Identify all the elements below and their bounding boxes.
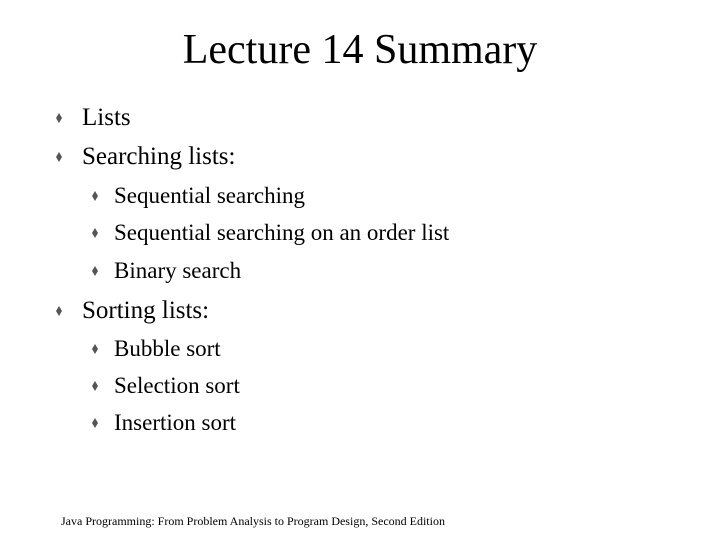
bullet-item-insertion-sort [92,408,236,438]
bullet-item-searching-lists [56,142,235,172]
bullet-text: Sorting lists: [82,297,210,324]
bullet-text: Binary search [114,258,242,283]
diamond-bullet-icon [92,344,98,354]
bullet-item-selection-sort [92,371,240,401]
bullet-text: Searching lists: [82,143,236,170]
slide-footer: Java Programming: From Problem Analysis to Program Design, Second Edition [61,514,445,528]
slide-title: Lecture 14 Summary [182,27,538,73]
diamond-bullet-icon [92,191,98,201]
diamond-bullet-icon [92,381,98,391]
diamond-bullet-icon [92,228,98,238]
bullet-text: Selection sort [114,373,240,398]
bullet-item-sorting-lists [56,296,209,326]
bullet-text: Bubble sort [114,336,221,361]
bullet-text: Sequential searching on an order list [114,220,450,245]
bullet-item-binary-search [92,256,241,286]
bullet-item-sequential-searching-ordered [92,218,449,248]
bullet-text: Sequential searching [114,183,305,208]
bullet-text: Insertion sort [114,410,237,435]
bullet-item-lists [56,103,131,133]
bullet-item-sequential-searching [92,181,305,211]
diamond-bullet-icon [56,152,62,162]
bullet-text: Lists [82,104,131,131]
diamond-bullet-icon [56,306,62,316]
diamond-bullet-icon [92,418,98,428]
bullet-item-bubble-sort [92,334,221,364]
diamond-bullet-icon [56,113,62,123]
diamond-bullet-icon [92,266,98,276]
